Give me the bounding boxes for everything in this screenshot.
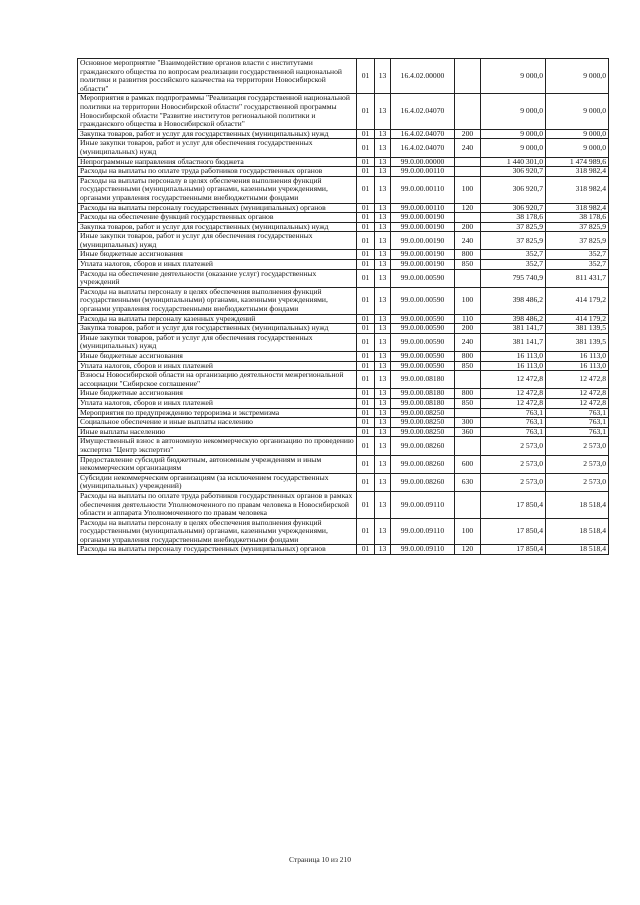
- row-amount-year2-cell: 318 982,4: [546, 203, 609, 213]
- row-amount-year1-cell: 2 573,0: [481, 455, 546, 473]
- row-amount-year1-cell: 306 920,7: [481, 203, 546, 213]
- row-target-article-cell: 99.0.00.09110: [391, 545, 455, 555]
- row-section-cell: 01: [357, 418, 375, 428]
- row-expense-type-cell: 200: [455, 222, 481, 232]
- row-name-cell: Иные бюджетные ассигнования: [78, 250, 357, 260]
- row-target-article-cell: 99.0.00.09110: [391, 491, 455, 518]
- table-row: [78, 324, 609, 334]
- row-expense-type-cell: 850: [455, 398, 481, 408]
- row-amount-year2-cell: 18 518,4: [546, 518, 609, 545]
- row-amount-year2-cell: 1 474 989,6: [546, 157, 609, 167]
- row-amount-year1-cell: 12 472,8: [481, 398, 546, 408]
- row-name-cell: Закупка товаров, работ и услуг для государственных (муниципальных) нужд: [78, 222, 357, 232]
- table-row: [78, 287, 609, 314]
- row-subsection-cell: 13: [375, 491, 391, 518]
- row-amount-year2-cell: 12 472,8: [546, 371, 609, 389]
- row-expense-type-cell: [455, 437, 481, 455]
- table-row: [78, 491, 609, 518]
- row-section-cell: 01: [357, 518, 375, 545]
- row-amount-year1-cell: 2 573,0: [481, 437, 546, 455]
- table-row: [78, 157, 609, 167]
- row-subsection-cell: 13: [375, 455, 391, 473]
- row-name-cell: Непрограммные направления областного бюджета: [78, 157, 357, 167]
- row-amount-year2-cell: 763,1: [546, 418, 609, 428]
- row-amount-year2-cell: 414 179,2: [546, 287, 609, 314]
- row-amount-year1-cell: 352,7: [481, 250, 546, 260]
- row-name-cell: Имущественный взнос в автономную некоммерческую организацию по проведению экспертиз "Центр экспертиз": [78, 437, 357, 455]
- row-amount-year2-cell: 318 982,4: [546, 176, 609, 203]
- table-row: [78, 176, 609, 203]
- row-name-cell: Субсидии некоммерческим организациям (за исключением государственных (муниципальных) учреждений): [78, 473, 357, 491]
- row-subsection-cell: 13: [375, 213, 391, 223]
- row-amount-year1-cell: 17 850,4: [481, 518, 546, 545]
- row-section-cell: 01: [357, 232, 375, 250]
- row-expense-type-cell: 200: [455, 324, 481, 334]
- row-amount-year1-cell: 2 573,0: [481, 473, 546, 491]
- row-section-cell: 01: [357, 250, 375, 260]
- table-row: [78, 545, 609, 555]
- row-name-cell: Уплата налогов, сборов и иных платежей: [78, 398, 357, 408]
- row-target-article-cell: 16.4.02.04070: [391, 139, 455, 157]
- row-expense-type-cell: [455, 269, 481, 287]
- row-expense-type-cell: 800: [455, 250, 481, 260]
- row-name-cell: Расходы на выплаты персоналу казенных учреждений: [78, 314, 357, 324]
- table-row: [78, 361, 609, 371]
- row-section-cell: 01: [357, 371, 375, 389]
- row-name-cell: Иные выплаты населению: [78, 427, 357, 437]
- row-expense-type-cell: 100: [455, 176, 481, 203]
- row-amount-year2-cell: 2 573,0: [546, 437, 609, 455]
- table-row: [78, 408, 609, 418]
- row-name-cell: Расходы на выплаты персоналу государственных (муниципальных) органов: [78, 203, 357, 213]
- row-subsection-cell: 13: [375, 398, 391, 408]
- row-amount-year1-cell: 17 850,4: [481, 491, 546, 518]
- row-target-article-cell: 99.0.00.08250: [391, 418, 455, 428]
- row-amount-year2-cell: 811 431,7: [546, 269, 609, 287]
- row-section-cell: 01: [357, 167, 375, 177]
- row-subsection-cell: 13: [375, 139, 391, 157]
- row-subsection-cell: 13: [375, 222, 391, 232]
- row-amount-year1-cell: 763,1: [481, 408, 546, 418]
- row-section-cell: 01: [357, 437, 375, 455]
- table-row: [78, 473, 609, 491]
- row-section-cell: 01: [357, 157, 375, 167]
- row-subsection-cell: 13: [375, 473, 391, 491]
- row-amount-year1-cell: 9 000,0: [481, 129, 546, 139]
- row-section-cell: 01: [357, 389, 375, 399]
- row-target-article-cell: 99.0.00.08250: [391, 408, 455, 418]
- row-amount-year1-cell: 9 000,0: [481, 94, 546, 129]
- row-name-cell: Мероприятия в рамках подпрограммы "Реализация государственной национальной политики на территории Новосибирской области" государственной программы Новосибирской области "Развитие институтов региональной политики и гражданского общества в Новосибирской области": [78, 94, 357, 129]
- row-section-cell: 01: [357, 287, 375, 314]
- row-subsection-cell: 13: [375, 176, 391, 203]
- row-amount-year1-cell: 37 825,9: [481, 232, 546, 250]
- row-target-article-cell: 99.0.00.08180: [391, 371, 455, 389]
- row-target-article-cell: 16.4.02.00000: [391, 59, 455, 94]
- row-amount-year2-cell: 18 518,4: [546, 545, 609, 555]
- row-expense-type-cell: 240: [455, 139, 481, 157]
- row-amount-year1-cell: 381 141,7: [481, 333, 546, 351]
- table-row: [78, 213, 609, 223]
- row-amount-year1-cell: 763,1: [481, 427, 546, 437]
- table-row: [78, 203, 609, 213]
- row-target-article-cell: 99.0.00.08250: [391, 427, 455, 437]
- row-amount-year1-cell: 37 825,9: [481, 222, 546, 232]
- row-name-cell: Расходы на выплаты персоналу в целях обеспечения выполнения функций государственными (муниципальными) органами, казенными учреждениями, органами управления государственными внебюджетными фондами: [78, 518, 357, 545]
- row-target-article-cell: 99.0.00.00110: [391, 203, 455, 213]
- row-amount-year1-cell: 306 920,7: [481, 167, 546, 177]
- row-expense-type-cell: [455, 167, 481, 177]
- row-expense-type-cell: [455, 371, 481, 389]
- row-name-cell: Уплата налогов, сборов и иных платежей: [78, 361, 357, 371]
- row-expense-type-cell: 800: [455, 352, 481, 362]
- row-amount-year1-cell: 398 486,2: [481, 314, 546, 324]
- row-subsection-cell: 13: [375, 418, 391, 428]
- table-row: [78, 129, 609, 139]
- row-amount-year1-cell: 9 000,0: [481, 59, 546, 94]
- row-expense-type-cell: 100: [455, 287, 481, 314]
- row-amount-year2-cell: 381 139,5: [546, 333, 609, 351]
- row-expense-type-cell: [455, 94, 481, 129]
- row-name-cell: Мероприятия по предупреждению терроризма и экстремизма: [78, 408, 357, 418]
- row-section-cell: 01: [357, 545, 375, 555]
- row-subsection-cell: 13: [375, 352, 391, 362]
- row-target-article-cell: 16.4.02.04070: [391, 94, 455, 129]
- row-amount-year2-cell: 414 179,2: [546, 314, 609, 324]
- row-target-article-cell: 16.4.02.04070: [391, 129, 455, 139]
- row-target-article-cell: 99.0.00.00190: [391, 222, 455, 232]
- row-amount-year2-cell: 9 000,0: [546, 139, 609, 157]
- table-row: [78, 371, 609, 389]
- page-number: Страница 10 из 210: [288, 855, 352, 864]
- row-section-cell: 01: [357, 473, 375, 491]
- table-row: [78, 518, 609, 545]
- row-amount-year2-cell: 12 472,8: [546, 389, 609, 399]
- row-section-cell: 01: [357, 269, 375, 287]
- row-name-cell: Закупка товаров, работ и услуг для государственных (муниципальных) нужд: [78, 129, 357, 139]
- row-amount-year2-cell: 18 518,4: [546, 491, 609, 518]
- row-subsection-cell: 13: [375, 167, 391, 177]
- row-amount-year2-cell: 352,7: [546, 250, 609, 260]
- row-section-cell: 01: [357, 59, 375, 94]
- row-expense-type-cell: [455, 157, 481, 167]
- row-amount-year1-cell: 398 486,2: [481, 287, 546, 314]
- row-section-cell: 01: [357, 408, 375, 418]
- row-subsection-cell: 13: [375, 94, 391, 129]
- table-row: [78, 94, 609, 129]
- row-target-article-cell: 99.0.00.00110: [391, 176, 455, 203]
- row-amount-year2-cell: 37 825,9: [546, 222, 609, 232]
- row-amount-year2-cell: 763,1: [546, 408, 609, 418]
- row-expense-type-cell: 600: [455, 455, 481, 473]
- table-row: [78, 222, 609, 232]
- row-subsection-cell: 13: [375, 545, 391, 555]
- row-name-cell: Взносы Новосибирской области на организацию деятельности межрегиональной ассоциации "Сибирское соглашение": [78, 371, 357, 389]
- row-name-cell: Расходы на выплаты по оплате труда работников государственных органов в рамках обеспечения деятельности Уполномоченного по правам человека в Новосибирской области и аппарата Уполномоченного по правам человека: [78, 491, 357, 518]
- row-name-cell: Расходы на выплаты по оплате труда работников государственных органов: [78, 167, 357, 177]
- row-section-cell: 01: [357, 222, 375, 232]
- row-name-cell: Основное мероприятие "Взаимодействие органов власти с институтами гражданского общества по вопросам реализации государственной национальной политики и развития российского казачества на территории Новосибирской области": [78, 59, 357, 94]
- table-row: [78, 389, 609, 399]
- row-amount-year1-cell: 16 113,0: [481, 361, 546, 371]
- row-target-article-cell: 99.0.00.00590: [391, 352, 455, 362]
- row-expense-type-cell: 240: [455, 333, 481, 351]
- budget-table-body: [78, 59, 609, 555]
- row-name-cell: Расходы на выплаты персоналу государственных (муниципальных) органов: [78, 545, 357, 555]
- row-name-cell: Расходы на обеспечение деятельности (оказание услуг) государственных учреждений: [78, 269, 357, 287]
- row-section-cell: 01: [357, 361, 375, 371]
- row-expense-type-cell: [455, 59, 481, 94]
- row-expense-type-cell: [455, 213, 481, 223]
- budget-table: [77, 58, 609, 555]
- row-name-cell: Предоставление субсидий бюджетным, автономным учреждениям и иным некоммерческим организациям: [78, 455, 357, 473]
- row-subsection-cell: 13: [375, 157, 391, 167]
- row-subsection-cell: 13: [375, 59, 391, 94]
- row-amount-year1-cell: 1 440 301,0: [481, 157, 546, 167]
- row-name-cell: Расходы на выплаты персоналу в целях обеспечения выполнения функций государственными (муниципальными) органами, казенными учреждениями, органами управления государственными внебюджетными фондами: [78, 176, 357, 203]
- row-amount-year1-cell: 38 178,6: [481, 213, 546, 223]
- row-expense-type-cell: 850: [455, 361, 481, 371]
- row-subsection-cell: 13: [375, 371, 391, 389]
- row-subsection-cell: 13: [375, 203, 391, 213]
- row-section-cell: 01: [357, 129, 375, 139]
- row-expense-type-cell: 800: [455, 389, 481, 399]
- row-section-cell: 01: [357, 260, 375, 270]
- row-target-article-cell: 99.0.00.08260: [391, 455, 455, 473]
- row-section-cell: 01: [357, 352, 375, 362]
- row-target-article-cell: 99.0.00.00590: [391, 324, 455, 334]
- row-expense-type-cell: 120: [455, 545, 481, 555]
- table-row: [78, 418, 609, 428]
- row-section-cell: 01: [357, 491, 375, 518]
- table-row: [78, 250, 609, 260]
- table-row: [78, 352, 609, 362]
- row-amount-year2-cell: 2 573,0: [546, 455, 609, 473]
- table-row: [78, 59, 609, 94]
- row-amount-year2-cell: 38 178,6: [546, 213, 609, 223]
- row-amount-year2-cell: 763,1: [546, 427, 609, 437]
- table-row: [78, 167, 609, 177]
- row-section-cell: 01: [357, 139, 375, 157]
- table-row: [78, 314, 609, 324]
- row-expense-type-cell: [455, 491, 481, 518]
- row-name-cell: Расходы на обеспечение функций государственных органов: [78, 213, 357, 223]
- row-expense-type-cell: 240: [455, 232, 481, 250]
- row-section-cell: 01: [357, 333, 375, 351]
- table-row: [78, 455, 609, 473]
- row-target-article-cell: 99.0.00.08260: [391, 437, 455, 455]
- row-target-article-cell: 99.0.00.08180: [391, 389, 455, 399]
- row-amount-year2-cell: 2 573,0: [546, 473, 609, 491]
- row-name-cell: Иные бюджетные ассигнования: [78, 352, 357, 362]
- row-target-article-cell: 99.0.00.00190: [391, 232, 455, 250]
- row-subsection-cell: 13: [375, 333, 391, 351]
- row-name-cell: Иные закупки товаров, работ и услуг для обеспечения государственных (муниципальных) нужд: [78, 139, 357, 157]
- row-expense-type-cell: [455, 408, 481, 418]
- row-name-cell: Уплата налогов, сборов и иных платежей: [78, 260, 357, 270]
- row-target-article-cell: 99.0.00.00190: [391, 213, 455, 223]
- row-amount-year1-cell: 352,7: [481, 260, 546, 270]
- row-section-cell: 01: [357, 324, 375, 334]
- row-amount-year1-cell: 763,1: [481, 418, 546, 428]
- row-amount-year1-cell: 17 850,4: [481, 545, 546, 555]
- row-amount-year1-cell: 795 740,9: [481, 269, 546, 287]
- row-expense-type-cell: 300: [455, 418, 481, 428]
- row-amount-year2-cell: 16 113,0: [546, 361, 609, 371]
- row-target-article-cell: 99.0.00.00190: [391, 250, 455, 260]
- row-section-cell: 01: [357, 176, 375, 203]
- row-expense-type-cell: 360: [455, 427, 481, 437]
- table-row: [78, 260, 609, 270]
- row-amount-year2-cell: 9 000,0: [546, 59, 609, 94]
- row-amount-year1-cell: 16 113,0: [481, 352, 546, 362]
- row-subsection-cell: 13: [375, 314, 391, 324]
- row-expense-type-cell: 120: [455, 203, 481, 213]
- row-amount-year2-cell: 381 139,5: [546, 324, 609, 334]
- table-row: [78, 269, 609, 287]
- row-subsection-cell: 13: [375, 250, 391, 260]
- row-expense-type-cell: 630: [455, 473, 481, 491]
- row-subsection-cell: 13: [375, 437, 391, 455]
- row-target-article-cell: 99.0.00.00110: [391, 167, 455, 177]
- row-amount-year1-cell: 381 141,7: [481, 324, 546, 334]
- row-target-article-cell: 99.0.00.00590: [391, 269, 455, 287]
- row-amount-year2-cell: 37 825,9: [546, 232, 609, 250]
- row-amount-year2-cell: 16 113,0: [546, 352, 609, 362]
- row-subsection-cell: 13: [375, 232, 391, 250]
- row-target-article-cell: 99.0.00.08180: [391, 398, 455, 408]
- row-name-cell: Расходы на выплаты персоналу в целях обеспечения выполнения функций государственными (муниципальными) органами, казенными учреждениями, органами управления государственными внебюджетными фондами: [78, 287, 357, 314]
- row-subsection-cell: 13: [375, 129, 391, 139]
- row-amount-year1-cell: 9 000,0: [481, 139, 546, 157]
- row-section-cell: 01: [357, 398, 375, 408]
- row-target-article-cell: 99.0.00.08260: [391, 473, 455, 491]
- row-target-article-cell: 99.0.00.00590: [391, 287, 455, 314]
- row-subsection-cell: 13: [375, 389, 391, 399]
- row-target-article-cell: 99.0.00.00590: [391, 333, 455, 351]
- table-row: [78, 427, 609, 437]
- row-target-article-cell: 99.0.00.00190: [391, 260, 455, 270]
- row-target-article-cell: 99.0.00.00590: [391, 314, 455, 324]
- row-amount-year2-cell: 318 982,4: [546, 167, 609, 177]
- row-subsection-cell: 13: [375, 518, 391, 545]
- row-subsection-cell: 13: [375, 427, 391, 437]
- row-amount-year1-cell: 12 472,8: [481, 371, 546, 389]
- row-subsection-cell: 13: [375, 324, 391, 334]
- table-row: [78, 139, 609, 157]
- row-name-cell: Закупка товаров, работ и услуг для государственных (муниципальных) нужд: [78, 324, 357, 334]
- row-expense-type-cell: 850: [455, 260, 481, 270]
- row-subsection-cell: 13: [375, 361, 391, 371]
- row-expense-type-cell: 200: [455, 129, 481, 139]
- row-expense-type-cell: 100: [455, 518, 481, 545]
- row-section-cell: 01: [357, 203, 375, 213]
- row-name-cell: Иные закупки товаров, работ и услуг для обеспечения государственных (муниципальных) нужд: [78, 333, 357, 351]
- row-target-article-cell: 99.0.00.00000: [391, 157, 455, 167]
- row-target-article-cell: 99.0.00.00590: [391, 361, 455, 371]
- row-subsection-cell: 13: [375, 408, 391, 418]
- row-expense-type-cell: 110: [455, 314, 481, 324]
- row-amount-year2-cell: 9 000,0: [546, 94, 609, 129]
- row-name-cell: Иные бюджетные ассигнования: [78, 389, 357, 399]
- row-amount-year2-cell: 12 472,8: [546, 398, 609, 408]
- row-amount-year2-cell: 352,7: [546, 260, 609, 270]
- row-section-cell: 01: [357, 427, 375, 437]
- row-amount-year1-cell: 306 920,7: [481, 176, 546, 203]
- table-row: [78, 437, 609, 455]
- row-section-cell: 01: [357, 314, 375, 324]
- row-name-cell: Иные закупки товаров, работ и услуг для обеспечения государственных (муниципальных) нужд: [78, 232, 357, 250]
- row-subsection-cell: 13: [375, 287, 391, 314]
- row-section-cell: 01: [357, 455, 375, 473]
- row-subsection-cell: 13: [375, 269, 391, 287]
- row-amount-year1-cell: 12 472,8: [481, 389, 546, 399]
- row-subsection-cell: 13: [375, 260, 391, 270]
- row-target-article-cell: 99.0.00.09110: [391, 518, 455, 545]
- table-row: [78, 398, 609, 408]
- table-row: [78, 232, 609, 250]
- row-section-cell: 01: [357, 213, 375, 223]
- row-name-cell: Социальное обеспечение и иные выплаты населению: [78, 418, 357, 428]
- table-row: [78, 333, 609, 351]
- row-amount-year2-cell: 9 000,0: [546, 129, 609, 139]
- row-section-cell: 01: [357, 94, 375, 129]
